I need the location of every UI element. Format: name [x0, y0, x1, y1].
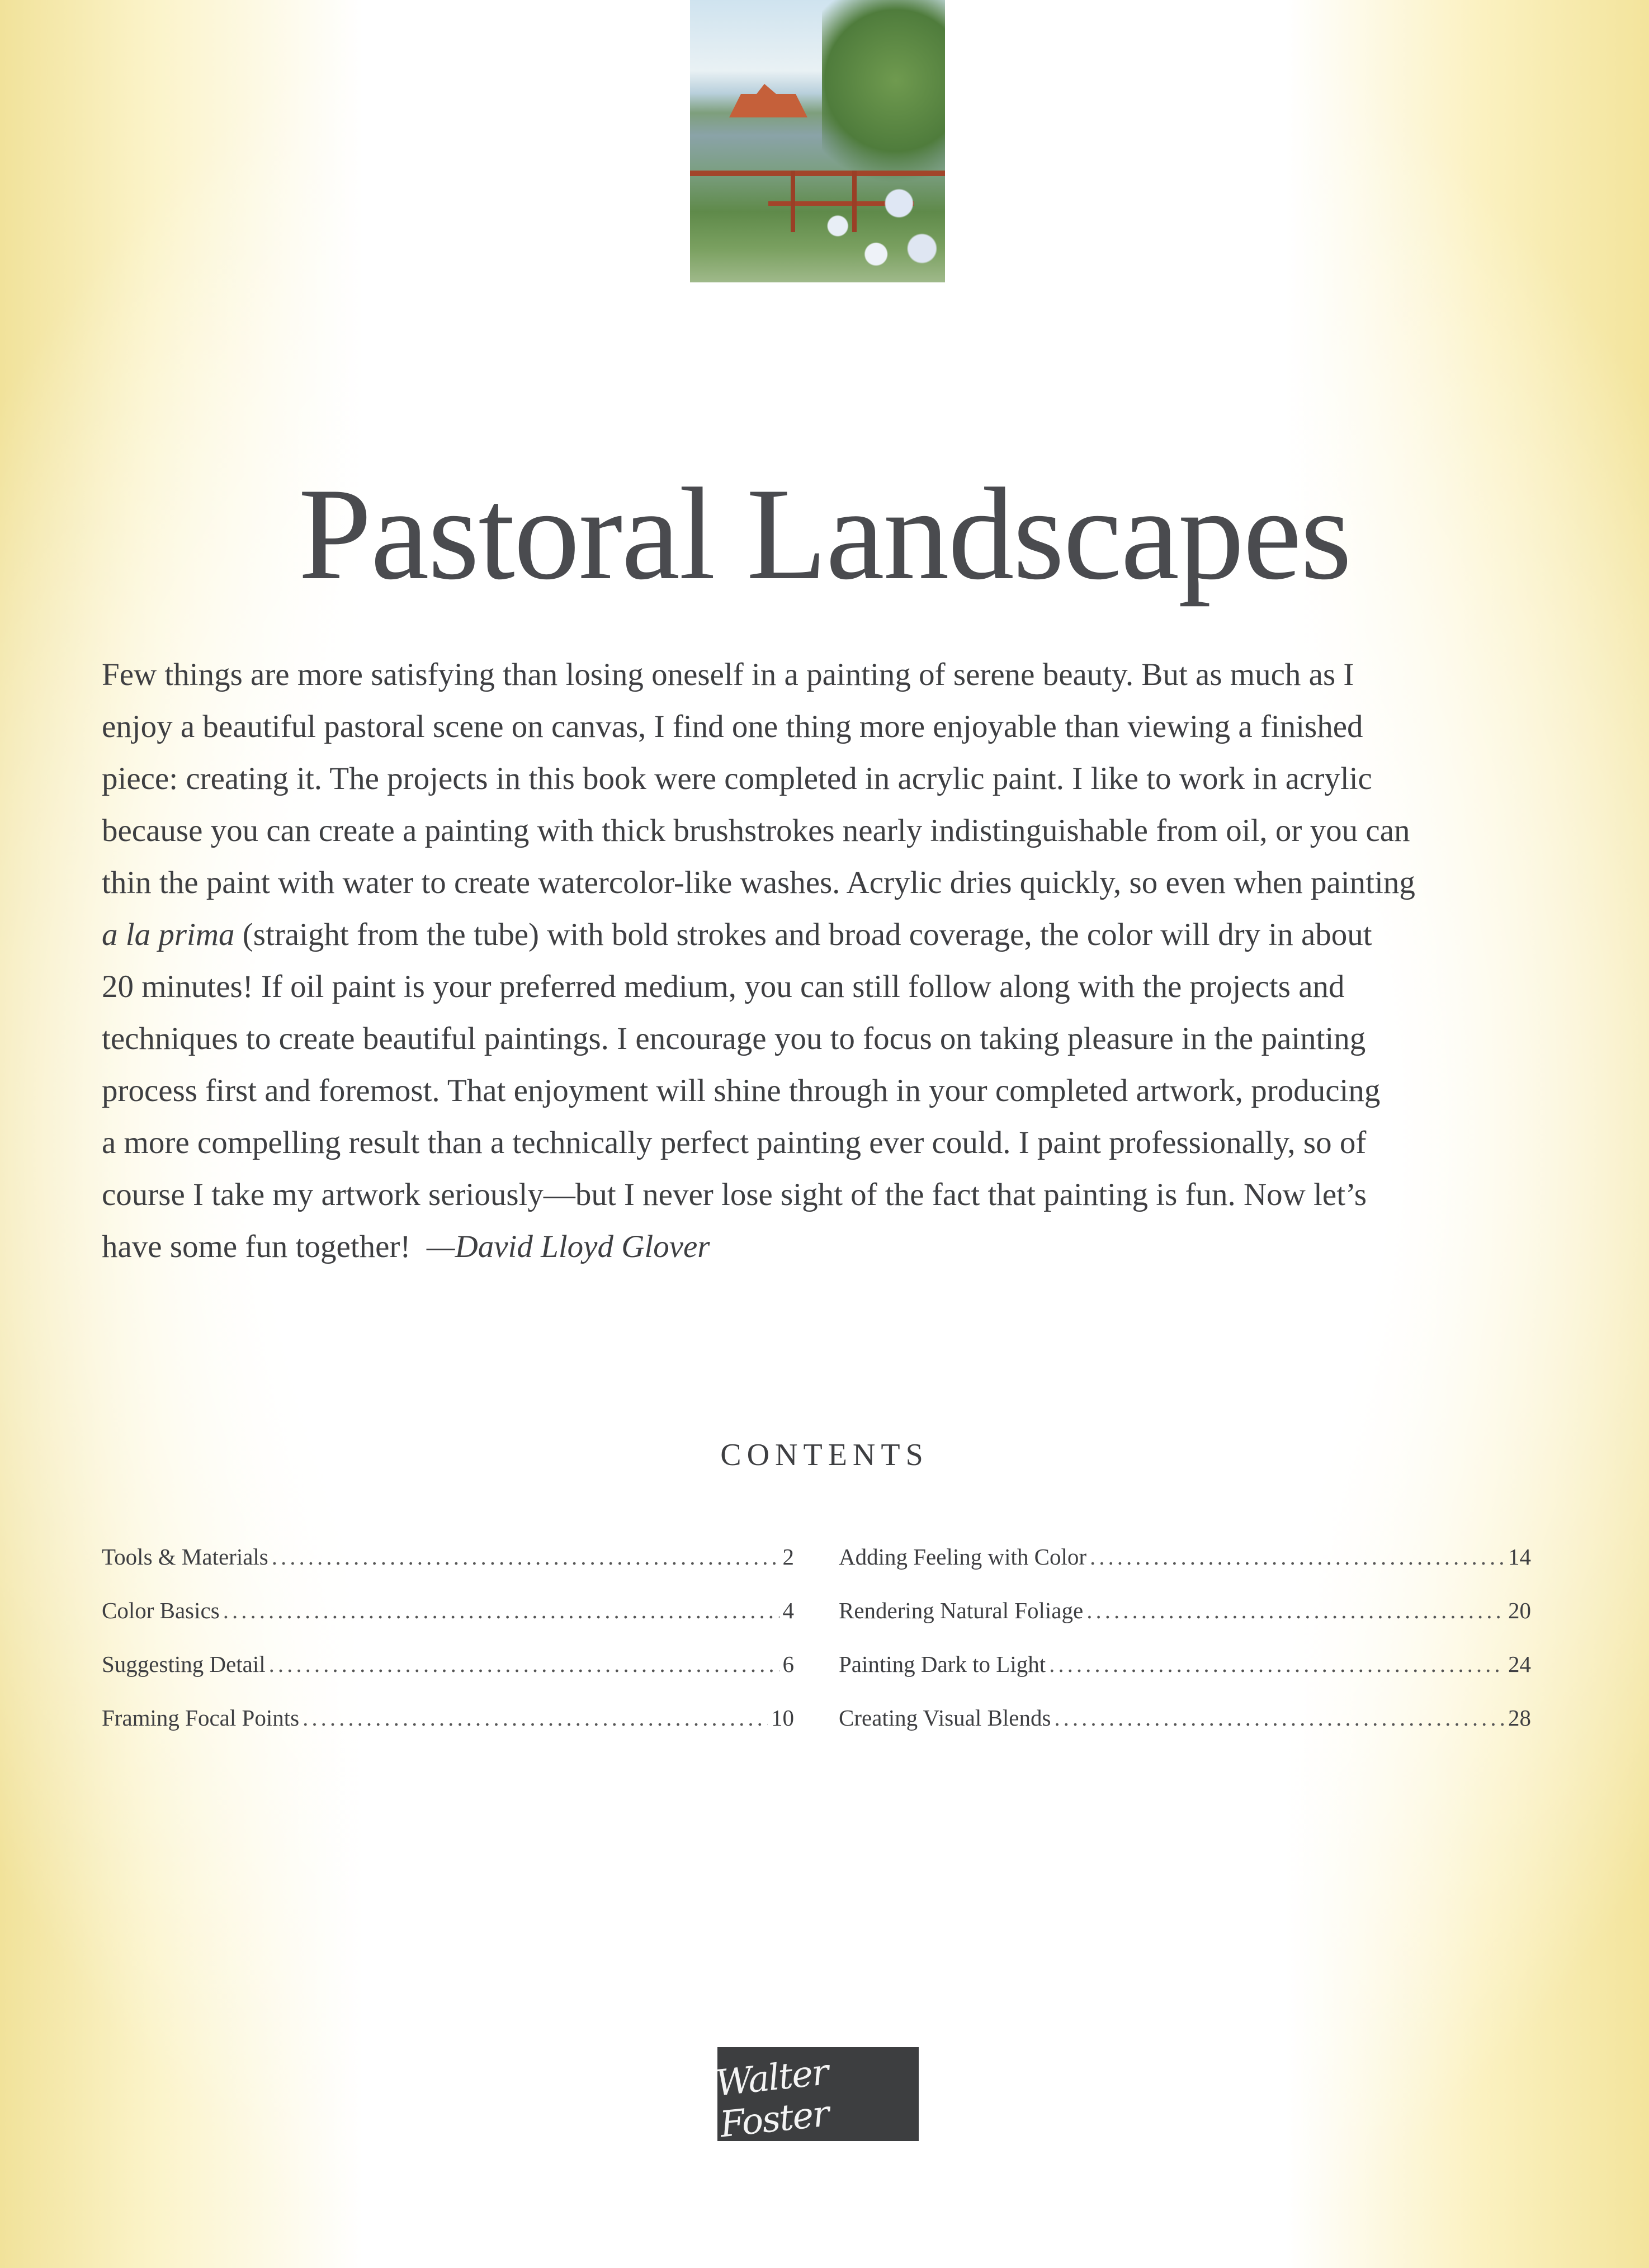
intro-line: techniques to create beautiful paintings. I encourage you to focus on taking pleasure in the painting: [102, 1021, 1366, 1056]
intro-line-text: (straight from the tube) with bold strokes and broad coverage, the color will dry in about: [234, 917, 1372, 952]
publisher-logo-text: Walter Foster: [714, 2052, 831, 2146]
painting-house: [729, 84, 807, 117]
toc-leader: [1054, 1704, 1505, 1731]
toc-entry-page: 4: [782, 1598, 794, 1623]
intro-line: enjoy a beautiful pastoral scene on canvas, I find one thing more enjoyable than viewing a finished: [102, 709, 1363, 744]
intro-line: because you can create a painting with thick brushstrokes nearly indistinguishable from oil, or you can: [102, 813, 1410, 848]
toc-leader: [1090, 1543, 1505, 1570]
toc-entry-page: 28: [1508, 1705, 1531, 1731]
toc-entry-title: Painting Dark to Light: [839, 1651, 1046, 1677]
toc-leader: [303, 1704, 768, 1731]
toc-leader: [1049, 1651, 1505, 1678]
intro-line: a more compelling result than a technically perfect painting ever could. I paint professionally, so of: [102, 1125, 1367, 1160]
page-title: Pastoral Landscapes: [298, 461, 1351, 607]
painting-flowers: [792, 169, 945, 282]
intro-line: thin the paint with water to create watercolor-like washes. Acrylic dries quickly, so even when painting: [102, 865, 1415, 900]
toc-right-column: [839, 1543, 1531, 1758]
cover-painting: [690, 0, 945, 282]
toc-left-column: [102, 1543, 794, 1758]
intro-line: course I take my artwork seriously—but I never lose sight of the fact that painting is fun. Now let’s: [102, 1177, 1367, 1212]
intro-paragraph: [102, 649, 1556, 1273]
intro-line: Few things are more satisfying than losing oneself in a painting of serene beauty. But as much as I: [102, 657, 1354, 692]
intro-line: process first and foremost. That enjoyment will shine through in your completed artwork, producing: [102, 1073, 1381, 1108]
author-signature: —David Lloyd Glover: [426, 1229, 710, 1264]
toc-entry[interactable]: [839, 1543, 1531, 1597]
toc-leader: [272, 1543, 779, 1570]
toc-entry-page: 24: [1508, 1651, 1531, 1677]
publisher-logo: [714, 2047, 919, 2146]
toc-leader: [1086, 1597, 1505, 1624]
toc-entry-title: Rendering Natural Foliage: [839, 1598, 1084, 1623]
toc-entry-title: Tools & Materials: [102, 1544, 268, 1570]
toc-entry-title: Framing Focal Points: [102, 1705, 300, 1731]
contents-heading: CONTENTS: [720, 1438, 929, 1472]
toc-entry-title: Color Basics: [102, 1598, 220, 1623]
toc-leader: [269, 1651, 779, 1678]
toc-entry-page: 10: [771, 1705, 794, 1731]
intro-line-text: have some fun together!: [102, 1229, 427, 1264]
toc-entry-title: Creating Visual Blends: [839, 1705, 1051, 1731]
toc-entry[interactable]: [839, 1597, 1531, 1651]
toc-entry-page: 2: [782, 1544, 794, 1570]
toc-entry[interactable]: [839, 1651, 1531, 1704]
italic-phrase: a la prima: [102, 917, 235, 952]
toc-entry[interactable]: [102, 1651, 794, 1704]
toc-entry-page: 14: [1508, 1544, 1531, 1570]
toc-entry[interactable]: [102, 1543, 794, 1597]
toc-entry[interactable]: [102, 1704, 794, 1758]
toc-entry-page: 20: [1508, 1598, 1531, 1623]
toc-leader: [223, 1597, 779, 1624]
toc-entry-title: Adding Feeling with Color: [839, 1544, 1087, 1570]
toc-entry-page: 6: [782, 1651, 794, 1677]
intro-line: piece: creating it. The projects in this book were completed in acrylic paint. I like to work in acrylic: [102, 761, 1372, 796]
toc-entry[interactable]: [839, 1704, 1531, 1758]
intro-line: [102, 1221, 1556, 1273]
intro-line: 20 minutes! If oil paint is your preferred medium, you can still follow along with the projects and: [102, 969, 1345, 1004]
toc-entry[interactable]: [102, 1597, 794, 1651]
intro-line: [102, 909, 1556, 961]
toc-entry-title: Suggesting Detail: [102, 1651, 266, 1677]
